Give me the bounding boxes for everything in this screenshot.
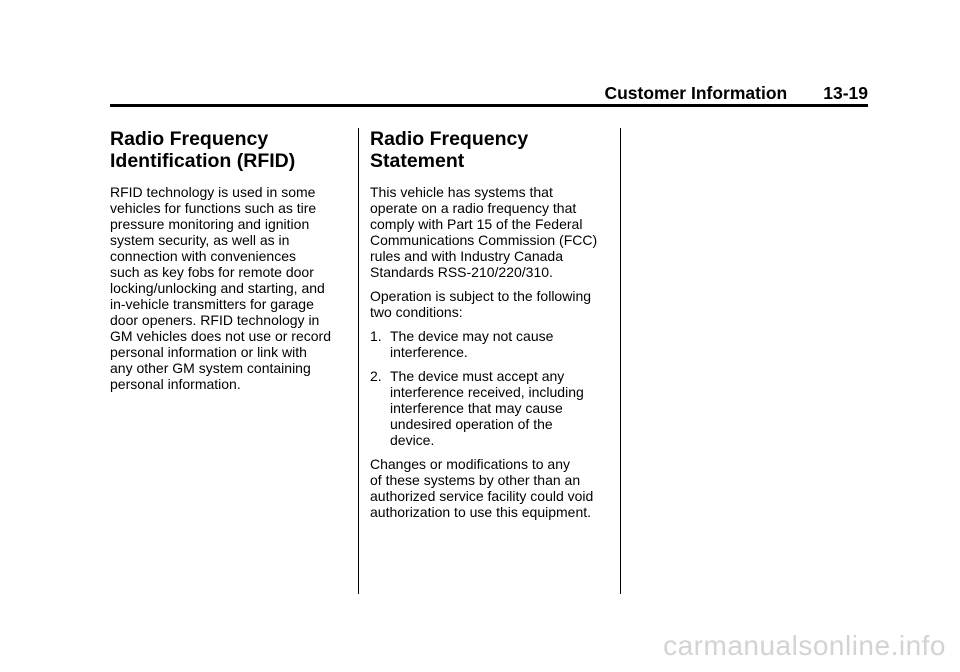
line: interference that may cause <box>390 400 563 416</box>
line: operate on a radio frequency that <box>370 200 577 216</box>
line: connection with conveniences <box>110 248 297 264</box>
line: RFID technology is used in some <box>110 184 316 200</box>
list-item <box>370 328 608 360</box>
line: This vehicle has systems that <box>370 184 553 200</box>
line: locking/unlocking and starting, and <box>110 280 325 296</box>
line: GM vehicles does not use or record <box>110 328 331 344</box>
line: comply with Part 15 of the Federal <box>370 216 583 232</box>
statement-paragraph-2 <box>370 288 608 320</box>
rfid-heading-line-2: Identification (RFID) <box>110 150 296 172</box>
statement-heading <box>370 128 608 172</box>
watermark: carmanualsonline.info <box>663 630 946 661</box>
column-divider <box>620 128 621 594</box>
page-number: 13-19 <box>823 82 868 103</box>
column-divider <box>358 128 359 594</box>
rfid-column <box>110 128 348 400</box>
list-item <box>370 368 608 448</box>
line: of these systems by other than an <box>370 472 581 488</box>
list-number: 2. <box>370 368 382 384</box>
rfid-heading-line-1: Radio Frequency <box>110 128 269 150</box>
line: Communications Commission (FCC) <box>370 232 598 248</box>
list-text <box>390 368 608 448</box>
line: undesired operation of the <box>390 416 553 432</box>
line: interference received, including <box>390 384 584 400</box>
header-rule <box>110 104 868 107</box>
rfid-heading <box>110 128 348 172</box>
line: personal information or link with <box>110 344 307 360</box>
line: The device may not cause <box>390 328 554 344</box>
line: Standards RSS-210/220/310. <box>370 264 553 280</box>
statement-column <box>370 128 608 528</box>
line: system security, as well as in <box>110 232 290 248</box>
list-text <box>390 328 608 360</box>
rfid-paragraph <box>110 184 348 392</box>
line: door openers. RFID technology in <box>110 312 320 328</box>
page-header <box>110 82 868 104</box>
line: personal information. <box>110 376 241 392</box>
line: authorized service facility could void <box>370 488 594 504</box>
line: interference. <box>390 344 468 360</box>
line: rules and with Industry Canada <box>370 248 563 264</box>
list-number: 1. <box>370 328 382 344</box>
line: vehicles for functions such as tire <box>110 200 317 216</box>
line: Operation is subject to the following <box>370 288 592 304</box>
line: pressure monitoring and ignition <box>110 216 310 232</box>
line: The device must accept any <box>390 368 565 384</box>
line: in-vehicle transmitters for garage <box>110 296 314 312</box>
line: Changes or modifications to any <box>370 456 570 472</box>
line: authorization to use this equipment. <box>370 504 592 520</box>
section-title: Customer Information <box>604 82 788 103</box>
conditions-list <box>370 328 608 448</box>
statement-heading-line-1: Radio Frequency <box>370 128 529 150</box>
line: two conditions: <box>370 304 463 320</box>
line: such as key fobs for remote door <box>110 264 314 280</box>
line: any other GM system containing <box>110 360 311 376</box>
statement-paragraph-3 <box>370 456 608 520</box>
statement-paragraph-1 <box>370 184 608 280</box>
statement-heading-line-2: Statement <box>370 150 465 172</box>
line: device. <box>390 432 435 448</box>
